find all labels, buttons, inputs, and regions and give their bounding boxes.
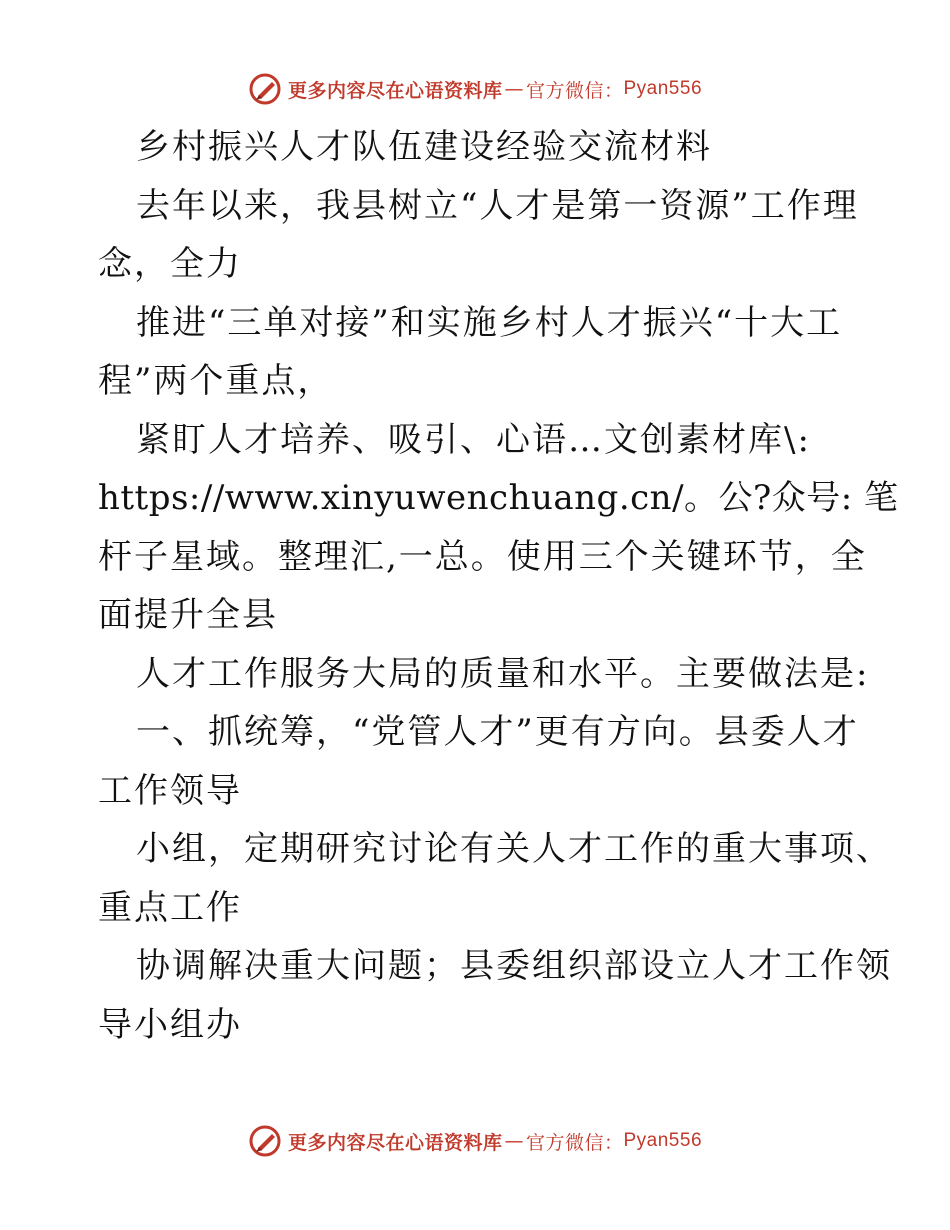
header-watermark [0, 72, 950, 106]
paragraph-line: 杆子星域。整理汇,一总。使用三个关键环节，全 [98, 536, 867, 577]
watermark-wechat-id: Pyan556 [623, 78, 703, 99]
seal-pen-icon [248, 72, 282, 106]
footer-watermark [0, 1124, 950, 1158]
paragraph-line: 念，全力 [98, 244, 242, 284]
document-title: 乡村振兴人才队伍建设经验交流材料 [136, 127, 712, 167]
paragraph-line: 重点工作 [98, 887, 242, 928]
paragraph-line: 程”两个重点， [98, 361, 334, 401]
watermark-dash: — [504, 1130, 524, 1152]
paragraph-line: 面提升全县 [98, 595, 278, 635]
paragraph-line: 人才工作服务大局的质量和水平。主要做法是: [136, 653, 870, 694]
paragraph-line: 导小组办 [98, 1004, 242, 1045]
paragraph-line: 工作领导 [98, 770, 242, 811]
paragraph-line: 小组，定期研究讨论有关人才工作的重大事项、 [136, 829, 892, 869]
seal-pen-icon [248, 1124, 282, 1158]
watermark-sub-text: 官方微信： [525, 1131, 624, 1154]
section-heading-line: 一、抓统筹，“党管人才”更有方向。县委人才 [136, 712, 859, 752]
watermark-sub-text: 官方微信： [525, 79, 624, 102]
document-body [98, 118, 899, 1054]
paragraph-line-url: https://www.xinyuwenchuang.cn/。公?众号: 笔 [98, 478, 899, 518]
paragraph-line: 协调解决重大问题；县委组织部设立人才工作领 [136, 946, 892, 986]
paragraph-line: 去年以来，我县树立“人才是第一资源”工作理 [136, 185, 859, 226]
watermark-dash: — [504, 78, 524, 100]
paragraph-line: 推进“三单对接”和实施乡村人才振兴“十大工 [136, 302, 843, 343]
watermark-main-text: 更多内容尽在心语资料库 [287, 1131, 503, 1154]
paragraph-line: 紧盯人才培养、吸引、心语…文创素材库\: [136, 419, 811, 460]
watermark-wechat-id: Pyan556 [623, 1130, 703, 1151]
watermark-main-text: 更多内容尽在心语资料库 [287, 79, 503, 102]
